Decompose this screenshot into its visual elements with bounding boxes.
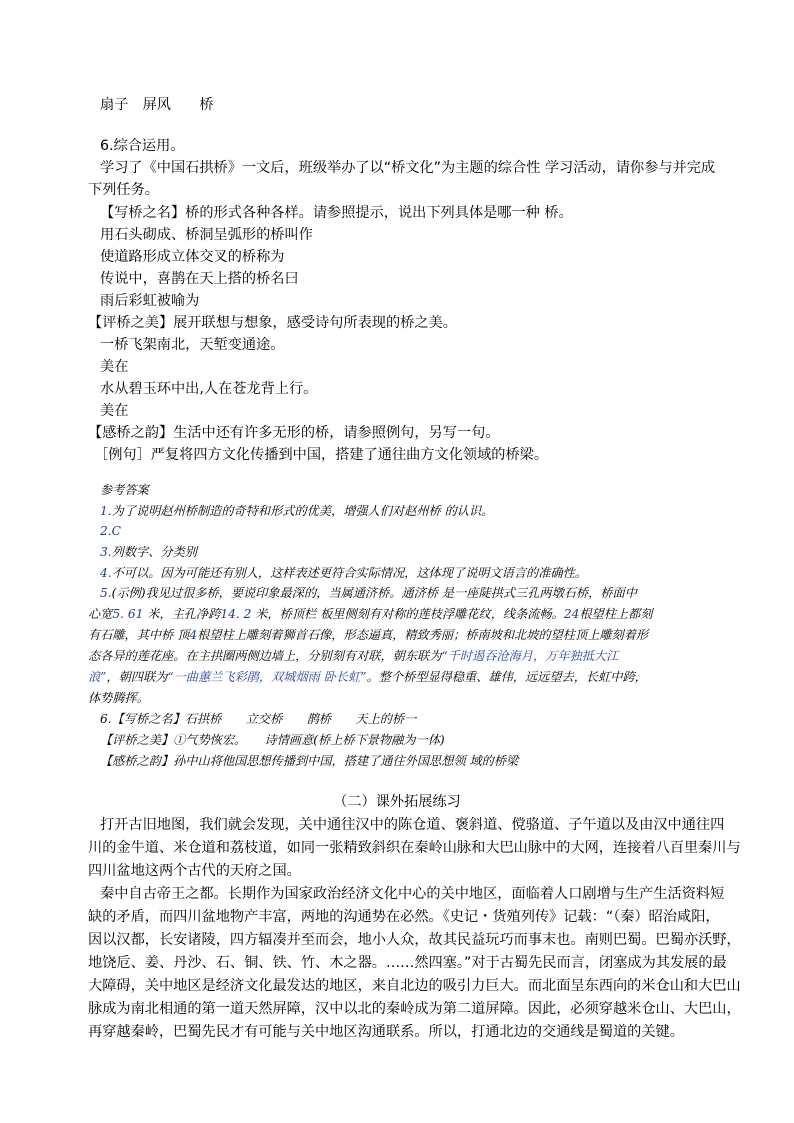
- q6-ping-poem1: 一桥飞架南北，天堑变通途。: [100, 337, 285, 353]
- section2-p1-line3: 四川盆地这两个古代的天府之国。: [88, 863, 301, 879]
- q6-xie-a: 用石头砌成、桥洞呈弧形的桥叫作: [100, 227, 313, 243]
- answer-6-line1: 6.【写桥之名】石拱桥 立交桥 鹊桥 天上的桥一: [100, 712, 417, 726]
- answer-2: 2.C: [100, 524, 121, 538]
- q6-xie-d: 雨后彩虹被喻为: [100, 293, 200, 309]
- q6-ping-mei1: 美在: [100, 359, 129, 375]
- answer-5-line4: 态各异的莲花座。在主拱圈两侧边墙上，分别刻有对联，朝东联为“千时遏吞沧海月，万年独抵大江: [88, 649, 619, 663]
- answer-5-line6: 体势腾挥。: [88, 691, 149, 705]
- q6-title: 6.综合运用。: [100, 138, 185, 154]
- answers-title: 参考答案: [100, 483, 149, 497]
- q6-ping-poem2: 水从碧玉环中出,人在苍龙背上行。: [100, 381, 318, 397]
- answer-6-line3: 【感桥之韵】孙中山将他国思想传播到中国，搭建了通往外国思想领 域的桥梁: [100, 754, 519, 768]
- q6-intro-line1: 学习了《中国石拱桥》一文后，班级举办了以“桥文化”为主题的综合性 学习活动，请你参与并完成: [100, 160, 716, 176]
- q6-ping-heading: 【评桥之美】展开联想与想象，感受诗句所表现的桥之美。: [88, 315, 457, 331]
- section2-p2-line6: 脉成为南北相通的第一道天然屏障，汉中以北的秦岭成为第二道屏障。因此，必须穿越米仓山、大巴山，: [88, 1001, 741, 1017]
- q6-gan-example: ［例句］严复将四方文化传播到中国，搭建了通往曲方文化领域的桥梁。: [94, 447, 549, 463]
- section2-p2-line3: 因以汉都，长安诸陵，四方辐凑并至而会，地小人众，故其民益玩巧而事末也。南则巴蜀。巴蜀亦沃野，: [88, 932, 741, 948]
- answer-5-line3: 有石雕，其中桥 顶4根望柱上雕刻着狮首石像，形态逼真，精致秀丽；桥南坡和北坡的望柱顶上雕刻着形: [88, 628, 649, 642]
- section2-p2-line1: 秦中自古帝王之都。长期作为国家政治经济文化中心的关中地区，面临着人口剧增与生产生活资料短: [100, 886, 725, 902]
- section2-title: （二）课外拓展练习: [333, 794, 461, 810]
- answer-5-line5: 浪”，朝四联为“一曲蕙兰飞彩鹃，双城烟雨 卧长虹”。整个桥型显得稳重、雄伟，远远望去，长虹中跨，: [88, 670, 647, 684]
- section2-p1-line2: 川的金牛道、米仓道和荔枝道，如同一张精致斜织在秦岭山脉和大巴山脉中的大网，连接着八百里秦川与: [88, 840, 741, 856]
- answer-1: 1.为了说明赵州桥制造的奇特和形式的优美，增强人们对赵州桥 的认识。: [100, 504, 494, 518]
- q6-ping-mei2: 美在: [100, 403, 129, 419]
- top-words: 扇子 屏风 桥: [100, 97, 214, 113]
- q6-xie-b: 使道路形成立体交叉的桥称为: [100, 249, 285, 265]
- answer-4: 4.不可以。因为可能还有别人，这样表述更符合实际情况，这体现了说明文语言的准确性。: [100, 566, 587, 580]
- answer-5-line2: 心宽5. 61 米，主孔净跨14. 2 米，桥顶栏 板里侧刻有对称的莲枝浮雕花纹，线条流畅。24根望柱上都刻: [88, 607, 653, 621]
- section2-p2-line2: 缺的矛盾，而四川盆地物产丰富，两地的沟通势在必然。《史记・货殖列传》记载：“（秦）昭治咸阳，: [88, 909, 720, 925]
- section2-p2-line4: 地饶卮、姜、丹沙、石、铜、铁、竹、木之器。……然四塞。”对于古蜀先民而言，闭塞成为其发展的最: [88, 955, 727, 971]
- section2-p1-line1: 打开古旧地图，我们就会发现，关中通往汉中的陈仓道、褒斜道、傥骆道、子午道以及由汉中通往四: [100, 817, 725, 833]
- q6-intro-line2: 下列任务。: [88, 182, 159, 198]
- section2-p2-line5: 大障碍，关中地区是经济文化最发达的地区，来自北边的吸引力巨大。而北面呈东西向的米仓山和大巴山: [88, 978, 741, 994]
- answer-6-line2: 【评桥之美】①气势恢宏。 诗情画意(桥上桥下景物融为一体): [100, 733, 445, 747]
- answer-3: 3.列数字、分类别: [100, 545, 197, 559]
- q6-xie-c: 传说中，喜鹊在天上搭的桥名曰: [100, 271, 299, 287]
- answer-5-line1: 5.(示例)我见过很多桥，要说印象最深的，当属通济桥。通济桥 是一座陡拱式三孔两墩石桥，桥面中: [100, 586, 637, 600]
- section2-p2-line7: 再穿越秦岭，巴蜀先民才有可能与关中地区沟通联系。所以，打通北边的交通线是蜀道的关键。: [88, 1024, 684, 1040]
- q6-gan-heading: 【感桥之韵】生活中还有许多无形的桥，请参照例句，另写一句。: [88, 425, 500, 441]
- q6-xie-heading: 【写桥之名】桥的形式各种各样。请参照提示，说出下列具体是哪一种 桥。: [100, 205, 573, 221]
